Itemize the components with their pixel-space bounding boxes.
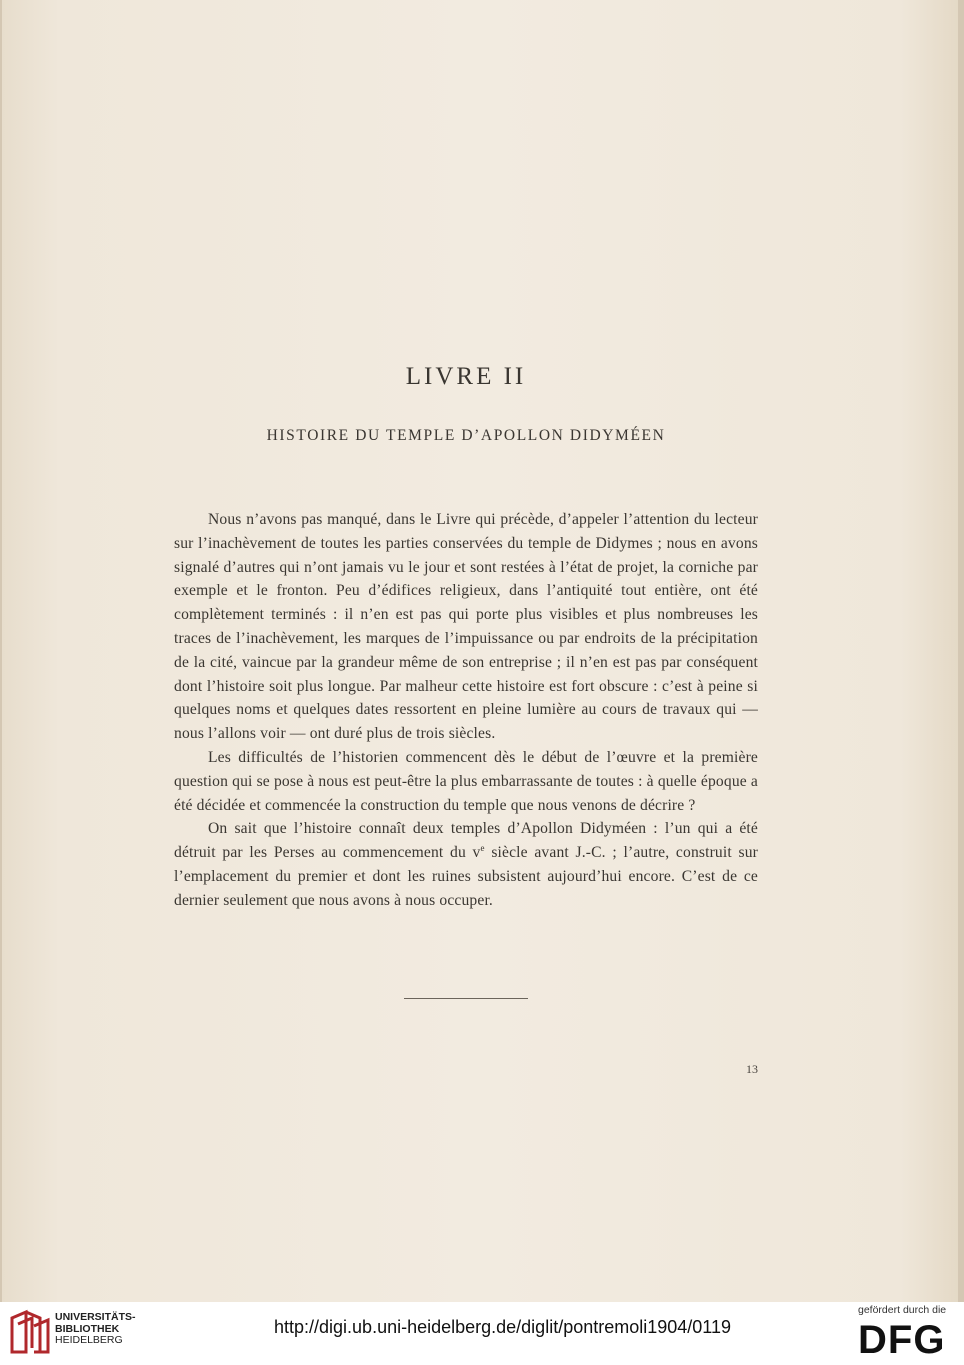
paragraph-3-text-end: siècle avant J.-C. ; l’autre, construit sur l’emplacement du premier et dont les ruines subsistent aujourd’hui encore. C’est de ce dernier seulement que nous avons à nous occuper. [174, 844, 758, 909]
university-library-logo-icon [8, 1308, 52, 1356]
library-name [55, 1312, 136, 1347]
paragraph-2: Les difficultés de l’historien commencent dès le début de l’œuvre et la première question qui se pose à nous est peut-être la plus embarrassante de toutes : à quelle époque a été décidée et commencée la construction du temple que nous venons de décrire ? [174, 748, 758, 814]
paragraph-3-text-start: On sait que l’histoire connaît deux temples d’Apollon Didyméen : l’un qui a été détruit par les Perses au commencement du v [174, 820, 758, 862]
book-title: LIVRE II [405, 363, 527, 390]
permalink-url[interactable]: http://digi.ub.uni-heidelberg.de/diglit/pontremoli1904/0119 [274, 1317, 731, 1337]
paragraph-3 [174, 817, 758, 912]
century-superscript: e [480, 842, 485, 853]
library-name-line-1: UNIVERSITÄTS- [55, 1311, 136, 1323]
funding-label: gefördert durch die [858, 1304, 947, 1316]
page-number: 13 [746, 1062, 758, 1076]
body-text [174, 508, 758, 913]
digitization-footer [0, 1302, 964, 1365]
paragraph-1: Nous n’avons pas manqué, dans le Livre qui précède, d’appeler l’attention du lecteur sur l’inachèvement de toutes les parties conservées du temple de Didymes ; nous en avons signalé d’autres qui n’ont jamais vu le jour et sont restées à l’état de projet, la corniche par exemple et le fronton. Peu d’édifices religieux, dans l’antiquité tout entière, ont été complètement terminés : il n’en est pas qui porte plus visibles et plus nombreuses les traces de l’inachèvement, les marques de l’impuissance ou par endroits de la précipitation de la cité, vaincue par la grandeur même de son entreprise ; il n’en est pas par conséquent dont l’histoire soit plus longue. Par malheur cette histoire est fort obscure : c’est à peine si quelques noms et quelques dates ressortent en pleine lumière au cours de travaux qui — nous l’allons voir — ont duré plus de trois siècles. [174, 511, 758, 743]
section-end-rule [404, 998, 528, 999]
library-name-line-3: HEIDELBERG [55, 1334, 123, 1346]
dfg-logo-icon [858, 1320, 954, 1358]
svg-text:DFG: DFG [858, 1320, 946, 1358]
chapter-title: HISTOIRE DU TEMPLE D’APOLLON DIDYMÉEN [266, 427, 666, 444]
library-name-line-2: BIBLIOTHEK [55, 1322, 120, 1335]
paper-sheet [2, 0, 958, 1302]
